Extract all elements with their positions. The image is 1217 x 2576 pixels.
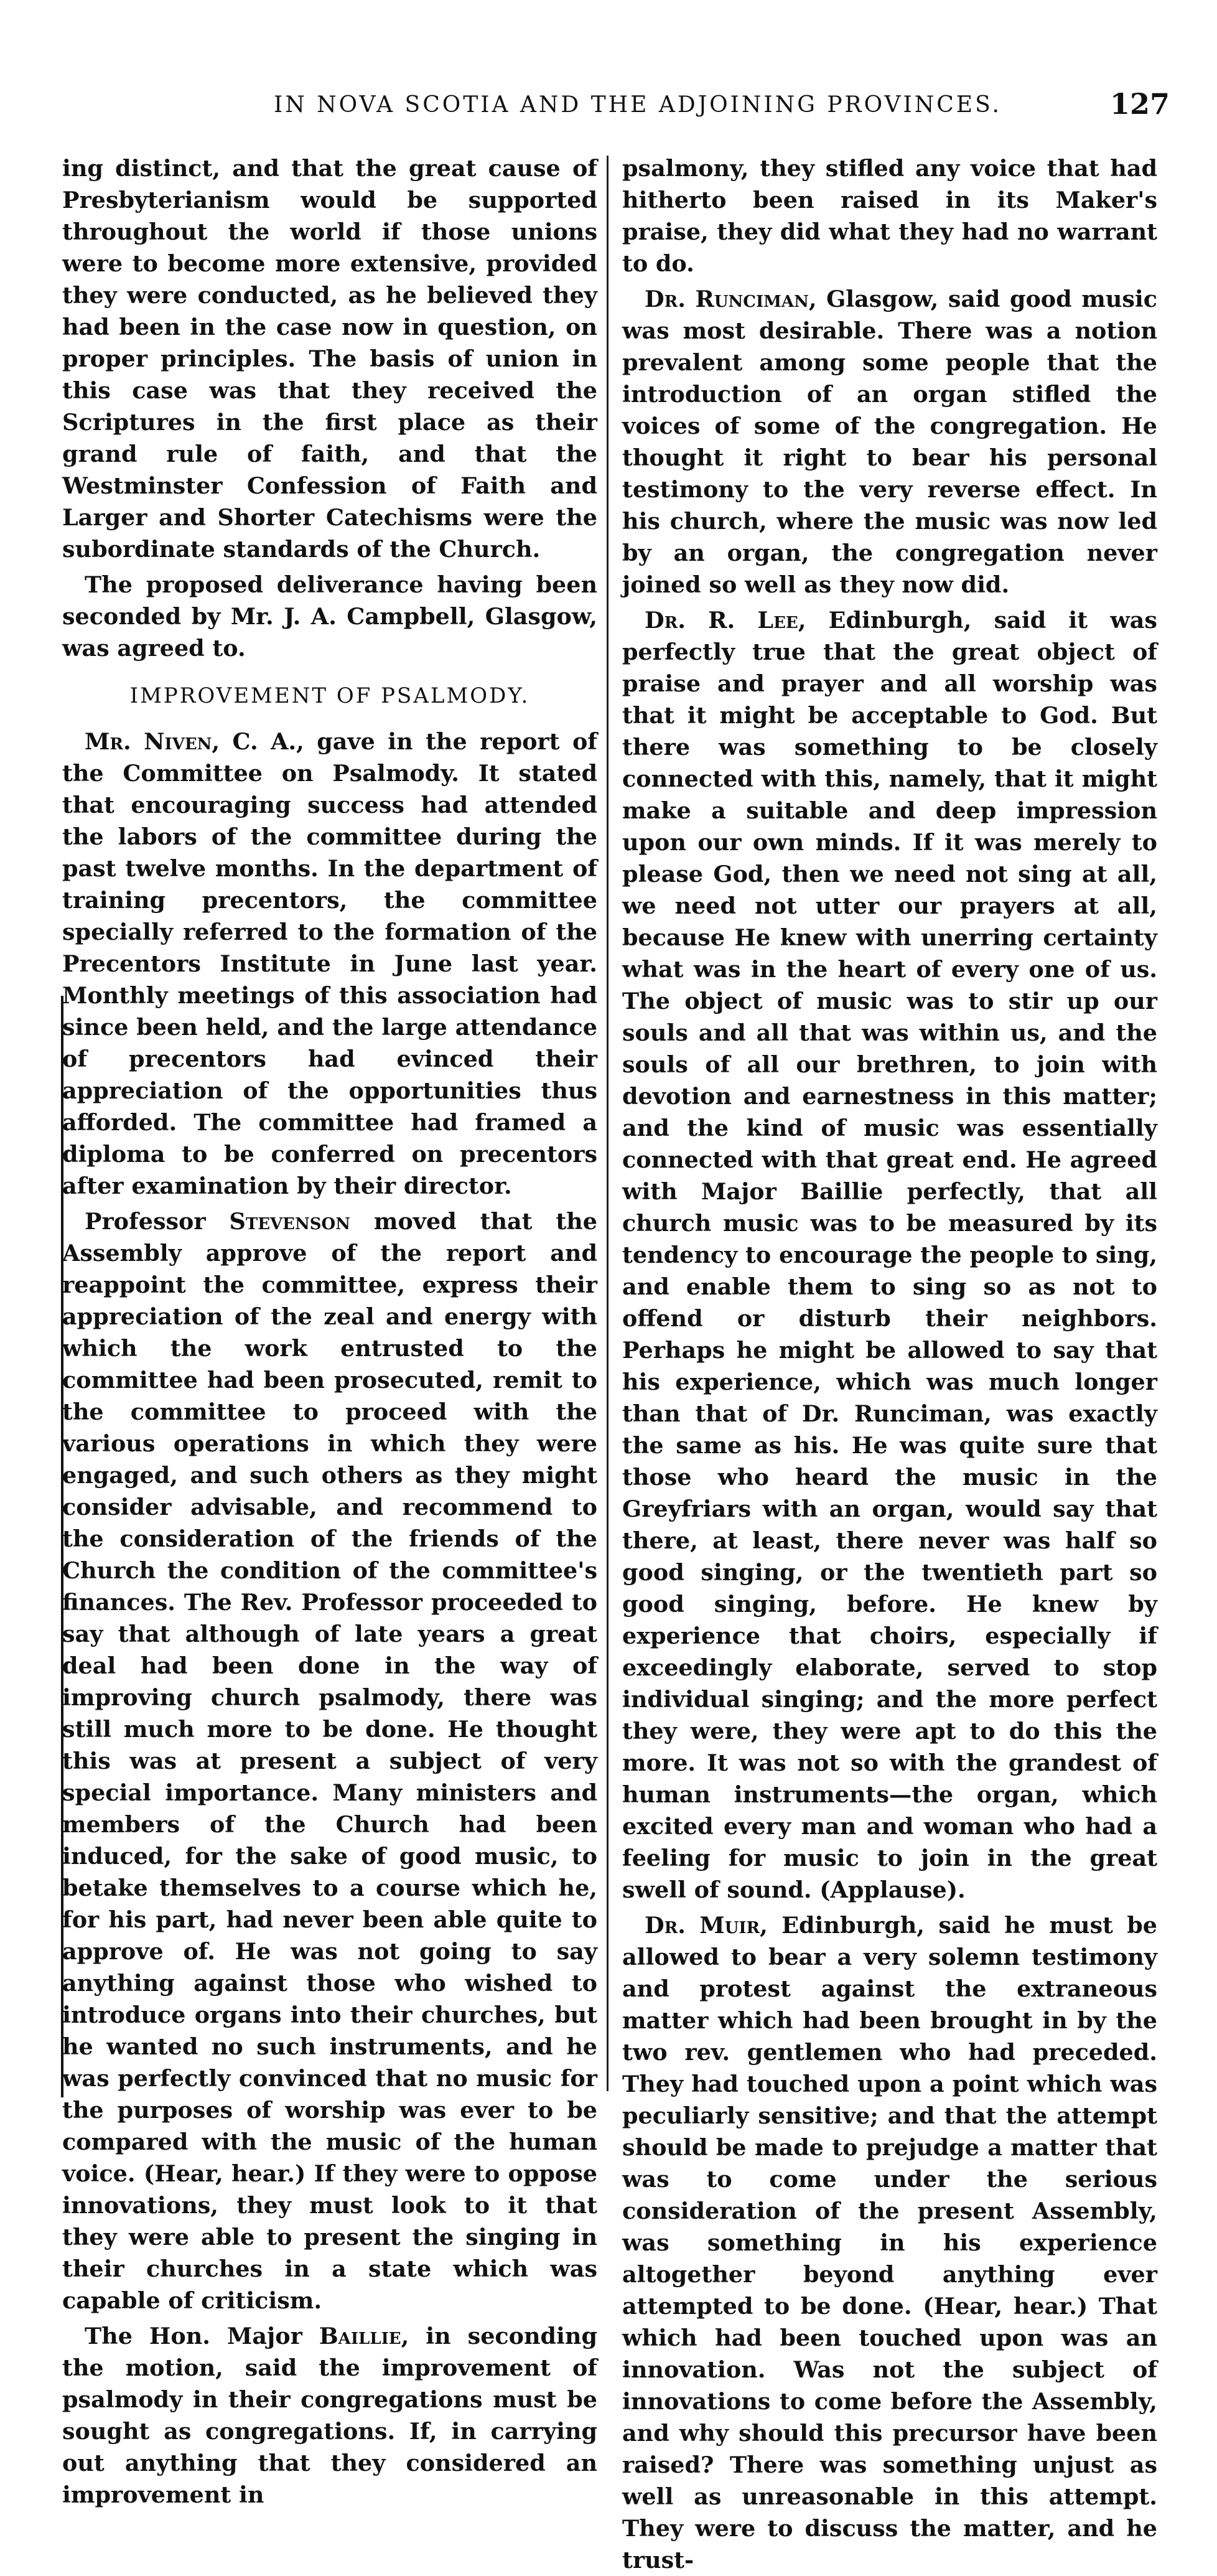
- paragraph-text: , Glasgow, said good music was most desirable. There was a notion prevalent among some people that the introduction of an organ stifled the voices of some of the congregation. He thought it right to bear his personal testimony to the very reverse effect. In his church, where the music was now led by an organ, the congregation never joined so well as they now did.: [622, 286, 1157, 598]
- speaker-name: Baillie: [319, 2323, 401, 2349]
- speaker-name: Dr. R. Lee: [645, 607, 798, 634]
- paragraph-union-basis: ing distinct, and that the great cause of Presbyterianism would be supported throughout the world if those unions were to become more extensive, provided they were conducted, as he believed they had been in the case now in question, on proper principles. The basis of union in this case was that they received the Scriptures in the first place as their grand rule of faith, and that the Westminster Confession of Faith and Larger and Shorter Catechisms were the subordinate standards of the Church.: [62, 155, 597, 563]
- speaker-name: Dr. Runciman: [645, 286, 809, 312]
- column-divider: [607, 156, 608, 2091]
- paragraph-text: , Edinburgh, said it was perfectly true that the great object of praise and prayer and all worship was that it might be acceptable to God. But there was something to be closely connected with this, namely, that it might make a suitable and deep impression upon our own minds. If it was merely to please God, then we need not sing at all, we need not utter our prayers at all, because He knew with unerring certainty what was in the heart of every one of us. The object of music was to stir up our souls and all that was within us, and the souls of all our brethren, to join with devotion and earnestness in this matter; and the kind of music was essentially connected with that great end. He agreed with Major Baillie perfectly, that all church music was to be measured by its tendency to encourage the people to sing, and enable them to sing so as not to offend or disturb their neighbors. Perhaps he might be allowed to say that his experience, which was much longer than that of Dr. Runciman, was exactly the same as his. He was quite sure that those who heard the music in the Greyfriars with an organ, would say that there, at least, there never was half so good singing, or the twentieth part so good singing, before. He knew by experience that choirs, especially if exceedingly elaborate, served to stop individual singing; and the more perfect they were, they were apt to do this the more. It was not so with the grandest of human instruments—the organ, which excited every man and woman who had a feeling for music to join in the great swell of sound. (Applause).: [622, 607, 1157, 1903]
- paragraph-muir: [622, 1909, 1157, 2576]
- left-column: [62, 152, 597, 2508]
- speaker-name: Mr. Niven: [85, 728, 212, 755]
- speaker-name: Dr. Muir: [645, 1912, 760, 1939]
- paragraph-deliverance: The proposed deliverance having been seconded by Mr. J. A. Campbell, Glasgow, was agreed to.: [62, 571, 597, 662]
- paragraph-continuation: psalmony, they stifled any voice that had hitherto been raised in its Maker's praise, they did what they had no warrant to do.: [622, 155, 1157, 277]
- paragraph-text: , Edinburgh, said he must be allowed to bear a very solemn testimony and protest against the extraneous matter which had been brought in by the two rev. gentlemen who had preceded. They had touched upon a point which was peculiarly sensitive; and that the attempt should be made to prejudge a matter that was to come under the serious consideration of the present Assembly, was something in his experience altogether beyond anything ever attempted to be done. (Hear, hear.) That which had been touched upon was an innovation. Was not the subject of innovations to come before the Assembly, and why should this precursor have been raised? There was something unjust as well as unreasonable in this attempt. They were to discuss the matter, and he trust-: [622, 1912, 1157, 2574]
- right-column: [622, 152, 1157, 2574]
- running-title: IN NOVA SCOTIA AND THE ADJOINING PROVINCES.: [274, 92, 1002, 118]
- speaker-title: Professor: [85, 1208, 230, 1235]
- running-head: [62, 87, 1170, 124]
- paragraph-text: , in seconding the motion, said the improvement of psalmody in their congregations must be sought as congregations. If, in carrying out anything that they considered an improvement in: [62, 2323, 597, 2508]
- page-number: 127: [1109, 87, 1170, 121]
- speaker-title: The Hon. Major: [85, 2323, 319, 2349]
- speaker-name: Stevenson: [229, 1208, 350, 1235]
- paragraph-text: , C. A., gave in the report of the Committee on Psalmody. It stated that encouraging success had attended the labors of the committee during the past twelve months. In the department of training precentors, the committee specially referred to the formation of the Precentors Institute in June last year. Monthly meetings of this association had since been held, and the large attendance of precentors had evinced their appreciation of the opportunities thus afforded. The committee had framed a diploma to be conferred on precentors after examination by their director.: [62, 728, 597, 1199]
- paragraph-baillie-seconding: [62, 2320, 597, 2511]
- paragraph-runciman: [622, 283, 1157, 601]
- paragraph-lee: [622, 604, 1157, 1906]
- section-heading-psalmody: IMPROVEMENT OF PSALMODY.: [129, 683, 530, 708]
- paragraph-niven-report: [62, 726, 597, 1202]
- paragraph-stevenson-motion: [62, 1206, 597, 2316]
- paragraph-text: moved that the Assembly approve of the report and reappoint the committee, express their appreciation of the zeal and energy with which the work entrusted to the committee had been prosecuted, remit to the committee to proceed with the various operations in which they were engaged, and such others as they might consider advisable, and recommend to the consideration of the friends of the Church the condition of the committee's finances. The Rev. Professor proceeded to say that although of late years a great deal had been done in the way of improving church psalmody, there was still much more to be done. He thought this was at present a subject of very special importance. Many ministers and members of the Church had been induced, for the sake of good music, to betake themselves to a course which he, for his part, had never been able quite to approve of. He was not going to say anything against those who wished to introduce organs into their churches, but he wanted no such instruments, and he was perfectly convinced that no music for the purposes of worship was ever to be compared with the music of the human voice. (Hear, hear.) If they were to oppose innovations, they must look to it that they were able to present the singing in their churches in a state which was capable of criticism.: [62, 1208, 597, 2314]
